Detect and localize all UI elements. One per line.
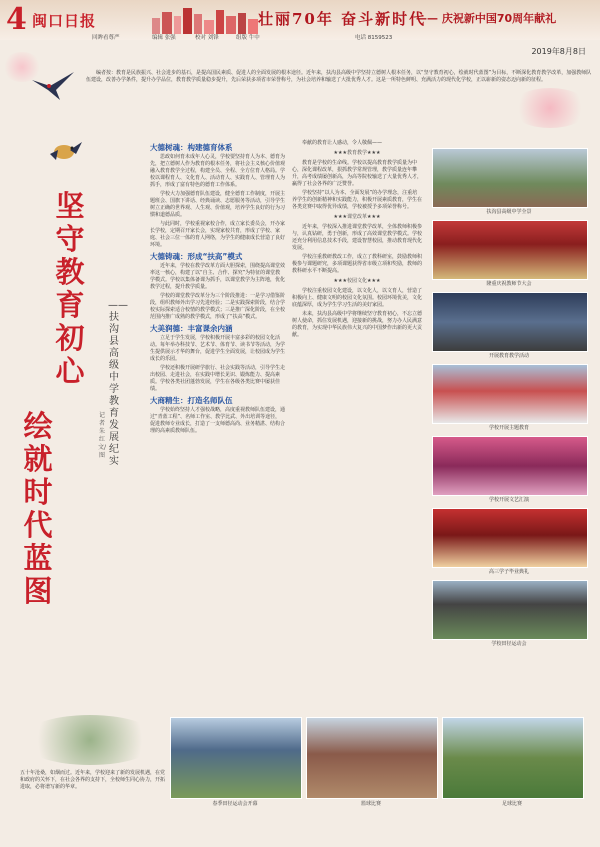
section-heading: 大商精生：打造名师队伍 [150,396,233,405]
photo-caption: 春季田径运动会开幕 [212,801,258,807]
headline-char: 绘 [23,409,53,443]
headline-char: 坚 [55,189,85,223]
meta-label: 回眸看尊严 [92,35,120,41]
headline-char: 就 [23,442,53,476]
subsection-divider: ★★★课堂改革★★★ [333,214,381,220]
paragraph: 学校大力加强德育队伍建设，健全德育工作制度，开展主题班会、国旗下讲话、经典诵读、志愿服务等活动，引导学生树立正确的世界观、人生观、价值观，培养学生良好的行为习惯和道德品质。 [150,191,286,218]
photo-caption: 足球比赛 [501,801,522,807]
paragraph: 近年来，学校深入推进课堂教学改革，全体教师积极参与，认真钻研，勇于创新，形成了高效课堂教学模式。学校还充分利用信息技术手段，建设智慧校园，推动教育现代化发展。 [292,224,423,251]
masthead-banner [0,0,600,40]
photo-caption: 学校开展主题教育 [488,425,529,431]
magpie-bird-icon [46,132,84,170]
basketball-photo [306,717,438,799]
meta-contact: 电话 8159523 [355,35,393,41]
photo-caption: 高三学子毕业典礼 [488,569,529,575]
paragraph: 思政如何育未成年人心灵，学校要坚持育人为本、德育为先，把立德树人作为教育的根本任务，将社会主义核心价值观融入教育教学全过程，构建全员、全程、全方位育人格局。学校以课程育人、文化育人、活动育人、实践育人、管理育人为抓手，形成了富有特色的德育工作体系。 [150,154,286,188]
headline-char: 育 [55,288,85,322]
performance-photo [432,436,588,496]
issue-date: 2019年8月8日 [531,47,586,56]
banner-slogan-sub: —— 庆祝新中国70周年献礼 [416,12,557,25]
paragraph: 学校的课堂教学改革分为三个阶段推进：一是学习借鉴阶段，组织教师外出学习先进经验；二是实践探索阶段，结合学校实际探索适合校情的教学模式；三是推广深化阶段，在全校范围内推广成熟的教学模式，形成了“扶高”模式。 [150,293,286,320]
byline: 记者 朱红 文/图 [98,412,107,459]
photo-caption: 开展教育教学活动 [488,353,529,359]
paragraph: 近年来，学校在教学改革方面大胆探索，围绕提高课堂效率这一核心，构建了以“自主、合作、探究”为特征的课堂教学模式。学校以集体备课为抓手，以课堂教学为主阵地，优化教学过程，提升教学质量。 [150,263,286,290]
swallow-bird-icon [30,68,76,102]
plum-blossom-icon [20,715,160,765]
subsection-divider: ★★★校园文化★★★ [333,278,381,284]
photo-caption: 隆重庆祝教师节大会 [486,281,532,287]
paragraph: 与此同时，学校重视家校合作，成立家长委员会，开办家长学校，定期召开家长会，实现家校共育，形成了学校、家庭、社会三位一体的育人网络，为学生的健康成长营造了良好环境。 [150,221,286,248]
headline-char: 初 [55,321,85,355]
headline-char: 守 [55,222,85,256]
paragraph: 学校坚持“以人为本、全面发展”的办学理念，注重培养学生的创新精神和实践能力，积极开展素质教育，学生在各类竞赛中取得优异成绩，学校被授予多项荣誉称号。 [292,190,423,210]
graduation-photo [432,508,588,568]
closing-note: 五十年沧桑，如烟而过。近年来，学校迎来了新的发展机遇，在党和政府的关怀下，在社会各界的支持下，全校师生同心协力，开拓进取，必将谱写新的华章。 [20,770,166,790]
headline-char: 心 [55,354,85,388]
ceremony-photo [432,220,588,280]
sports-meet-photo [432,580,588,640]
paragraph: 学校注重校园文化建设，以文化人，以文育人，营造了积极向上、健康文明的校园文化氛围。校园环境优美，文化底蕴深厚，成为学生学习生活的美好家园。 [292,288,423,308]
headline [18,190,88,630]
paragraph: 未来，扶沟县高级中学将继续坚守教育初心，不忘立德树人使命，抓住发展机遇，迎接新的挑战，努力办人民满意的教育，为实现中华民族伟大复兴的中国梦作出新的更大贡献。 [292,311,423,338]
city-skyline-icon [150,4,260,34]
headline-char: 代 [23,508,53,542]
section-heading: 大德铸魂：形成“扶高”模式 [150,252,243,261]
paragraph: 教育是学校的生命线。学校以提高教育教学质量为中心，深化课程改革，狠抓教学常规管理，教学质量连年攀升，高考成绩屡创新高，为高等院校输送了大量优秀人才，赢得了社会各界的广泛赞誉。 [292,160,423,187]
editor-note: 编者按：教育是民族振兴、社会进步的基石，是提高国民素质、促进人的全面发展的根本途径。近年来，扶沟县高级中学坚持立德树人根本任务，以“坚守教育初心，绘就时代蓝图”为目标，不断深化教育教学改革，加强教师队伍建设，改善办学条件，提升办学品位，教育教学质量稳步提升，先后荣获多项省市荣誉称号，为社会培养和输送了大批优秀人才。这是一所特色鲜明、充满活力的现代化学校，正以崭新的姿态迈向新的征程。 [86,70,592,83]
plum-blossom-icon [510,88,590,128]
campus-photo [432,148,588,208]
assembly-photo [432,364,588,424]
photo-caption: 篮球比赛 [360,801,381,807]
section-heading: 大美润德：丰富课余内涵 [150,324,233,333]
photo-caption: 学校田径运动会 [491,641,527,647]
photo-caption: 学校开展文艺汇演 [488,497,529,503]
photo-caption: 扶沟县高级中学全景 [486,209,532,215]
page-number: 4 [6,2,27,37]
football-photo [442,717,584,799]
section-heading: 大德树魂：构建德育体系 [150,143,233,152]
article-column-right [292,140,422,341]
banner-slogan: 壮丽70年 奋斗新时代 [258,10,427,28]
paragraph: 立足于学生发展，学校积极开展丰富多彩的校园文化活动。每年举办科技节、艺术节、体育节、读书节等活动，为学生提供展示才华的舞台，促进学生全面发展，让校园成为学生成长的乐园。 [150,335,286,362]
headline-char: 时 [23,475,53,509]
headline-char: 图 [23,574,53,608]
article-column-left [150,140,285,437]
lead-text: 奉献的教育让人感动，令人敬佩—— [302,140,383,146]
headline-subtitle: ——扶沟县高级中学教育发展纪实 [108,300,128,467]
classroom-photo [432,292,588,352]
sports-opening-photo [170,717,302,799]
paragraph: 学校始终坚持人才强校战略，高度重视教师队伍建设，通过“青蓝工程”、名师工作室、教学比武、外出培训等途径，促进教师专业成长，打造了一支师德高尚、业务精湛、结构合理的高素质教师队伍。 [150,407,286,434]
meta-editor: 编辑 张强 [152,35,176,41]
subsection-divider: ★★★教育教学★★★ [333,150,381,156]
meta-proofreader: 校对 刘锋 [195,35,219,41]
paragraph: 学校注重教研教改工作，成立了教科研室，鼓励教师积极参与课题研究，多项课题获得省市级立项和奖励，教师的教科研水平不断提高。 [292,254,423,274]
headline-char: 教 [55,255,85,289]
paragraph: 学校还积极开展研学旅行、社会实践等活动，引导学生走出校园、走进社会，在实践中增长见识、锻炼能力、提高素质。学校各类社团蓬勃发展，学生在各级各类比赛中屡获佳绩。 [150,365,286,392]
meta-layout: 组版 牛中 [236,35,260,41]
newspaper-name: 闽口日报 [32,12,97,30]
headline-char: 蓝 [23,541,53,575]
